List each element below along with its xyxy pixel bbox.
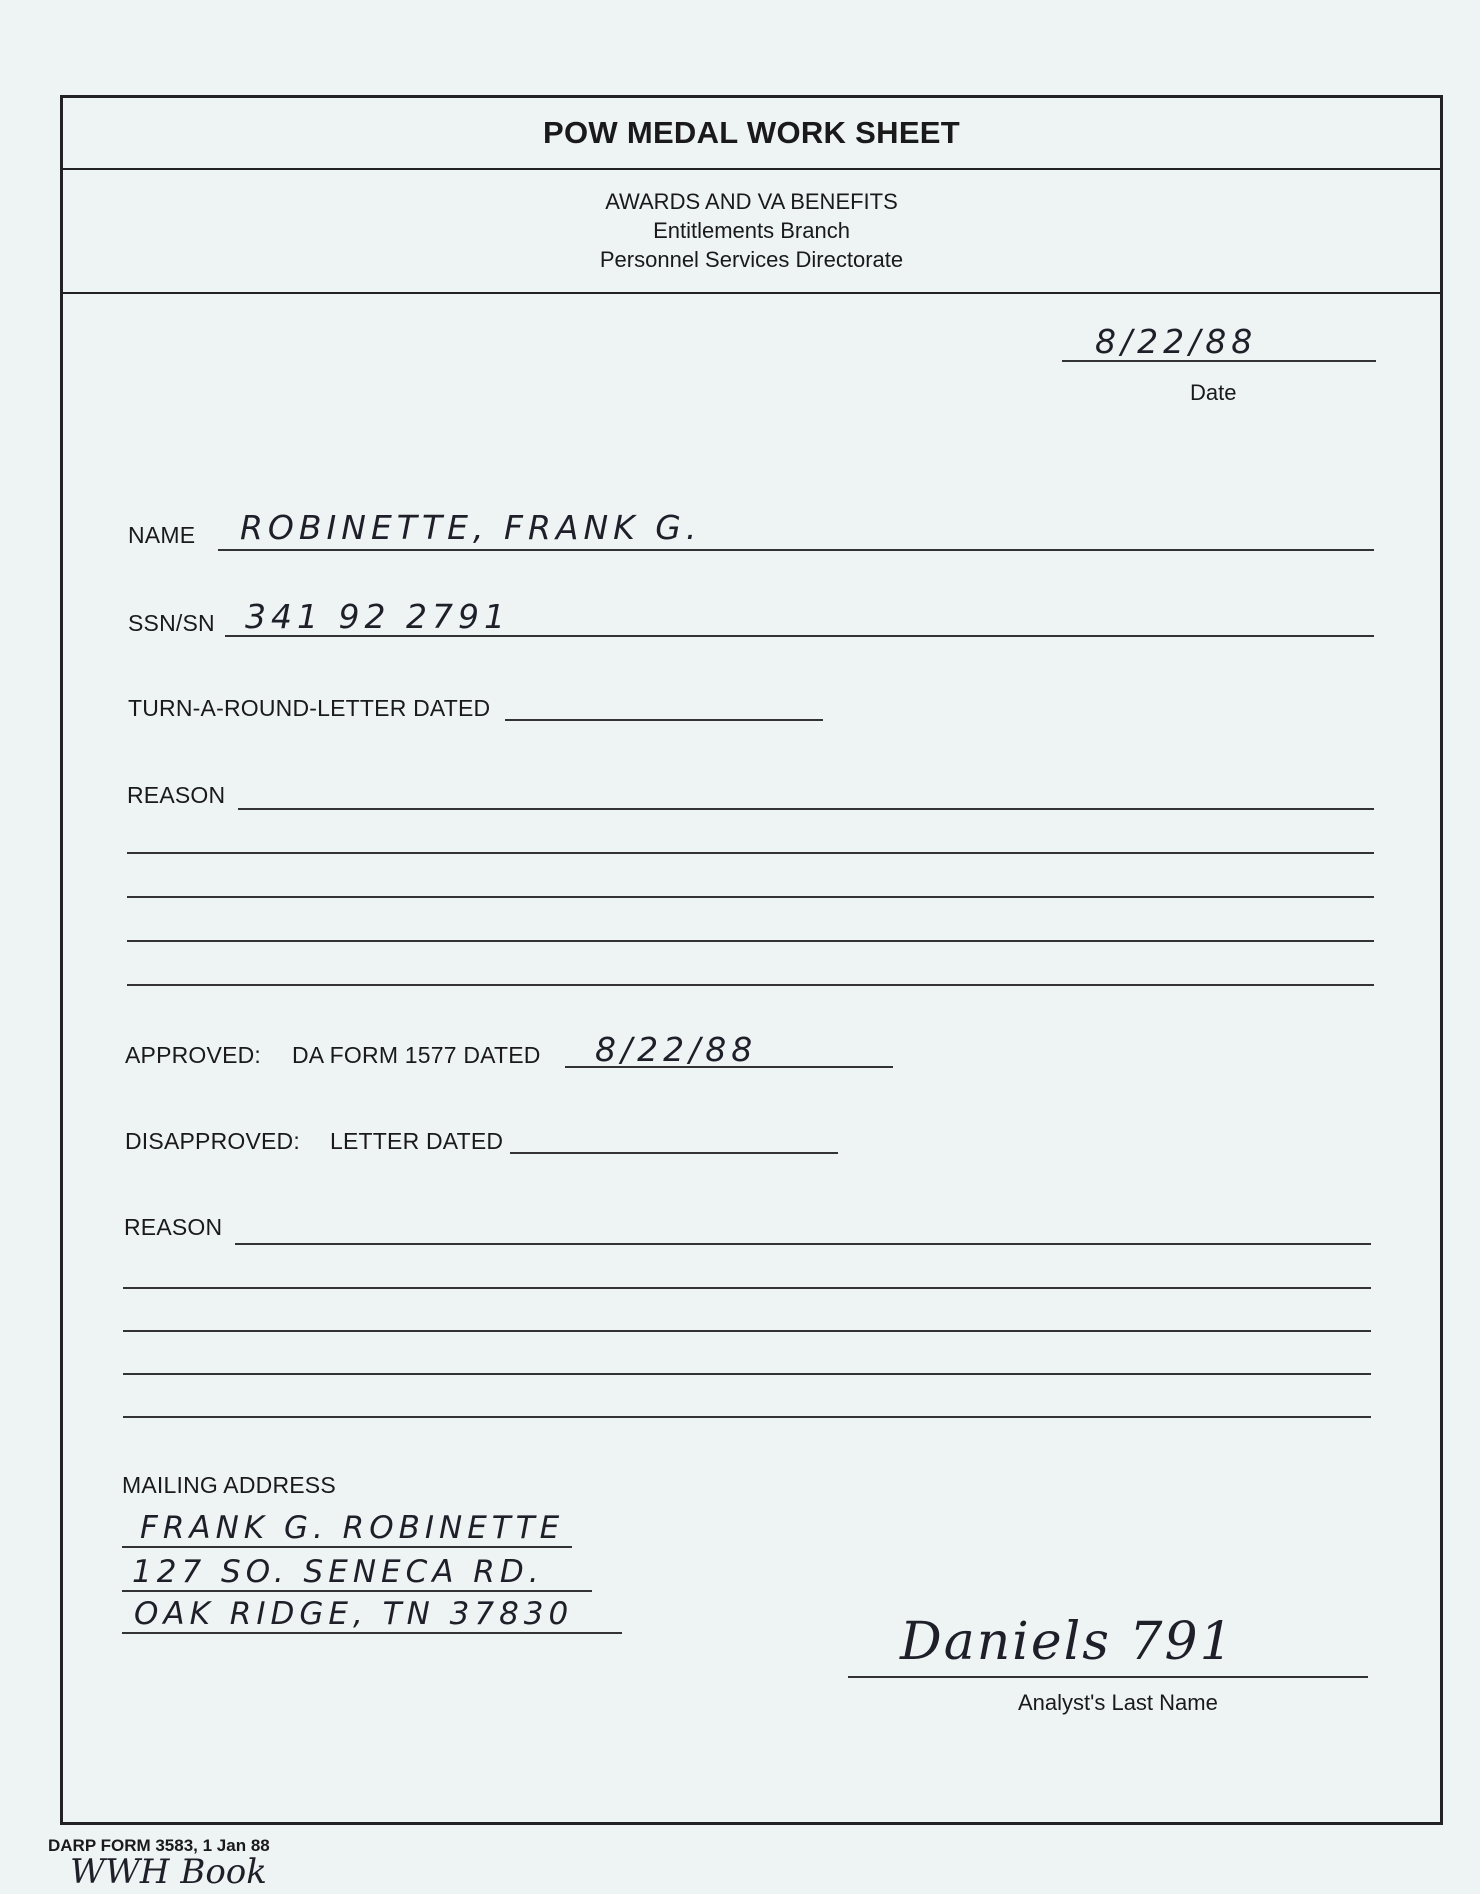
reason2-line-5 (123, 1416, 1371, 1418)
date-value: 8/22/88 (1095, 322, 1258, 361)
reason-line-5 (127, 984, 1374, 986)
name-value: ROBINETTE, FRANK G. (240, 508, 702, 547)
mailing-address-rule-3 (122, 1632, 622, 1634)
analyst-signature: Daniels 791 (900, 1612, 1235, 1672)
turnaround-line (505, 719, 823, 721)
form-header (63, 168, 1440, 294)
ssn-label: SSN/SN (128, 610, 215, 636)
reason-line-4 (127, 940, 1374, 942)
reason2-line-1 (235, 1243, 1371, 1245)
mailing-address-rule-2 (122, 1590, 592, 1592)
letter-dated-line (510, 1152, 838, 1154)
approved-date-value: 8/22/88 (595, 1030, 758, 1069)
letter-dated-label: LETTER DATED (330, 1128, 504, 1154)
approved-form-label: DA FORM 1577 DATED (292, 1042, 541, 1068)
ssn-value: 341 92 2791 (245, 597, 510, 636)
reason2-line-3 (123, 1330, 1371, 1332)
header-line-3: Personnel Services Directorate (599, 246, 904, 272)
ssn-line (225, 635, 1374, 637)
turnaround-label: TURN-A-ROUND-LETTER DATED (128, 695, 491, 721)
reason-line-2 (127, 852, 1374, 854)
date-caption: Date (1190, 380, 1237, 405)
reason2-line-2 (123, 1287, 1371, 1289)
disapproved-label: DISAPPROVED: (125, 1128, 300, 1154)
analyst-signature-line (848, 1676, 1368, 1678)
header-line-2: Entitlements Branch (653, 217, 850, 243)
analyst-caption: Analyst's Last Name (1018, 1690, 1218, 1715)
mailing-address-line-2: 127 SO. SENECA RD. (132, 1554, 544, 1590)
approved-date-line (565, 1066, 893, 1068)
mailing-address-label: MAILING ADDRESS (122, 1472, 336, 1498)
mailing-address-rule-1 (122, 1546, 572, 1548)
reason2-label: REASON (124, 1214, 223, 1240)
mailing-address-line-3: OAK RIDGE, TN 37830 (134, 1596, 574, 1632)
reason-line-3 (127, 896, 1374, 898)
date-line (1062, 360, 1376, 362)
reason-line-1 (238, 808, 1374, 810)
footer-initials: WWH Book (70, 1852, 267, 1892)
approved-label: APPROVED: (125, 1042, 262, 1068)
header-line-1: AWARDS AND VA BENEFITS (605, 188, 898, 214)
mailing-address-line-1: FRANK G. ROBINETTE (140, 1510, 565, 1546)
reason2-line-4 (123, 1373, 1371, 1375)
form-title: POW MEDAL WORK SHEET (63, 98, 1440, 170)
name-line (218, 549, 1374, 551)
form-number: DARP FORM 3583, 1 Jan 88 (48, 1836, 270, 1855)
reason-label: REASON (127, 782, 226, 808)
name-label: NAME (128, 522, 196, 548)
